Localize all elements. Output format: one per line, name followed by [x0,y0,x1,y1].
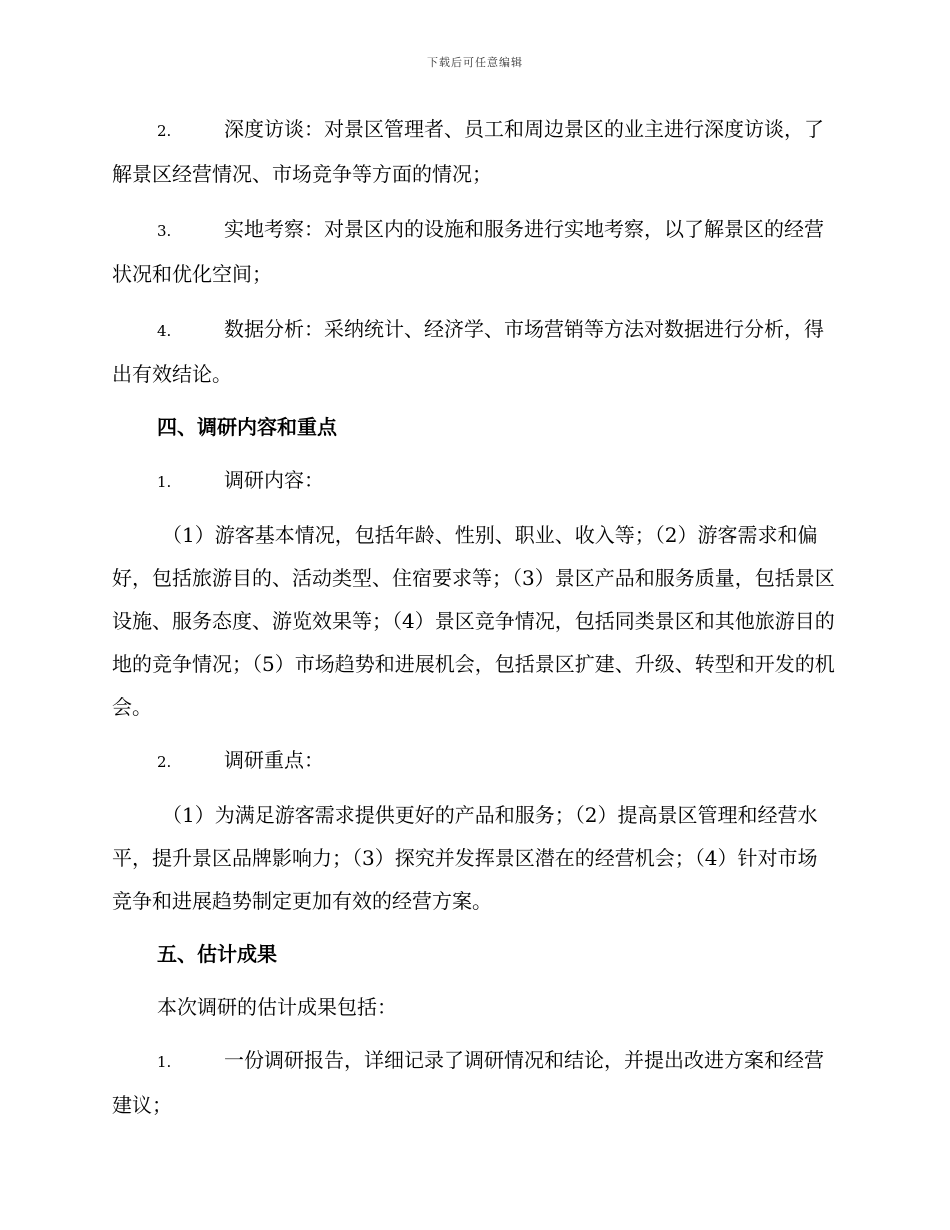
item-number: 2. [157,753,172,771]
method-item-2 [112,108,837,196]
result-item-1 [112,1039,837,1127]
item-text: 实地考察：对景区内的设施和服务进行实地考察，以了解景区的经营状况和优化空间； [112,217,824,286]
focus-body-paragraph: （1）为满足游客需求提供更好的产品和服务；（2）提高景区管理和经营水平，提升景区品牌影响力；（3）探究并发挥景区潜在的经营机会；（4）针对市场竞争和进展趋势制定更加有效的经营方案。 [112,803,818,913]
item-text: 深度访谈：对景区管理者、员工和周边景区的业主进行深度访谈，了解景区经营情况、市场竞争等方面的情况； [112,117,824,186]
document-body [112,108,837,1127]
item-number: 1. [157,473,172,491]
item-text: 一份调研报告，详细记录了调研情况和结论，并提出改进方案和经营建议； [112,1048,824,1117]
item-number: 2. [157,122,172,140]
item-text: 数据分析：采纳统计、经济学、市场营销等方法对数据进行分析，得出有效结论。 [112,317,824,386]
item-text: 调研内容： [224,468,324,492]
method-item-3 [112,208,837,296]
focus-item [112,739,837,784]
header-note: 下载后可任意编辑 [427,56,523,69]
item-number: 3. [157,222,172,240]
item-text: 调研重点： [224,748,324,772]
results-intro: 本次调研的估计成果包括： [157,995,397,1019]
content-item [112,459,837,504]
item-number: 1. [157,1053,172,1071]
section-heading-5: 五、估计成果 [157,942,277,966]
method-item-4 [112,308,837,396]
section-heading-4: 四、调研内容和重点 [157,415,337,439]
content-body-paragraph: （1）游客基本情况，包括年龄、性别、职业、收入等；（2）游客需求和偏好，包括旅游目的、活动类型、住宿要求等；（3）景区产品和服务质量，包括景区设施、服务态度、游览效果等；（4）景区竞争情况，包括同类景区和其他旅游目的地的竞争情况；（5）市场趋势和进展机会，包括景区扩建、升级、转型和开发的机会。 [112,523,835,719]
item-number: 4. [157,322,172,340]
